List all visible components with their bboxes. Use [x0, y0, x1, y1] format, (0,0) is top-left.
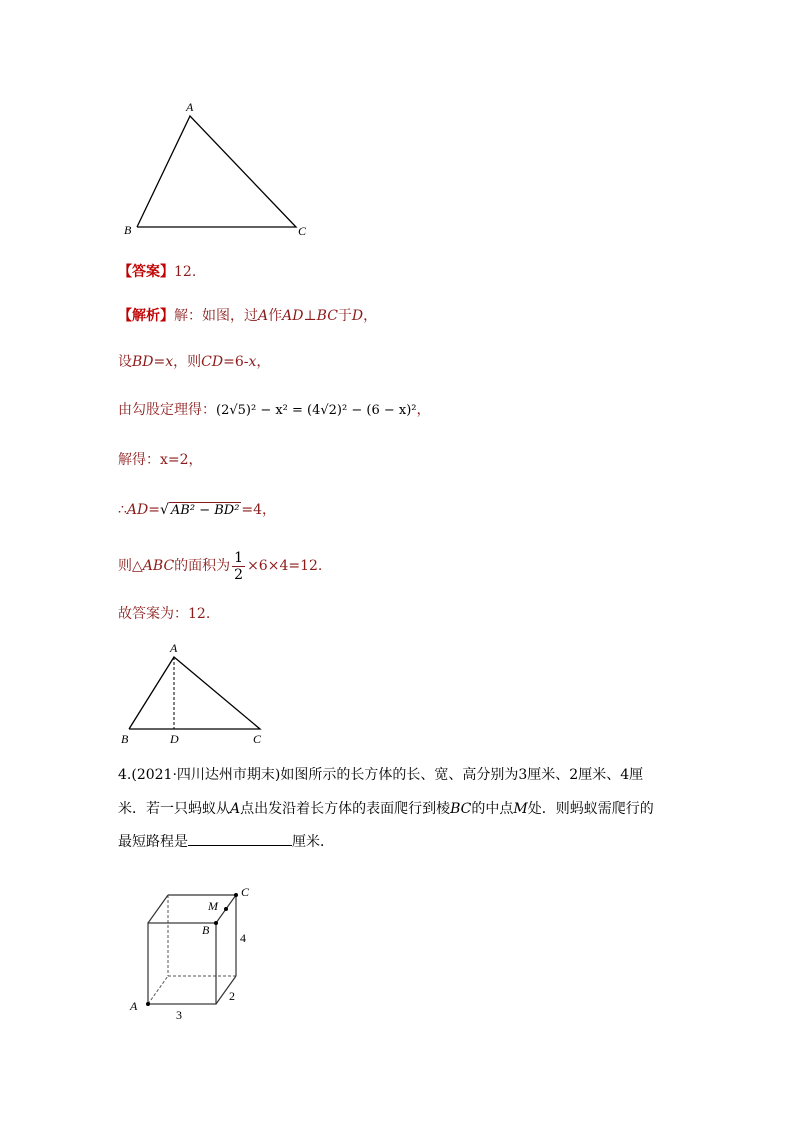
math-var: BC [450, 801, 472, 817]
question-text: 处．则蚂蚁需爬行的 [527, 801, 654, 817]
analysis-text: 于 [337, 308, 352, 324]
analysis-line-1 [118, 306, 377, 326]
question-source: (2021·四川达州市期末) [131, 767, 281, 783]
fraction-numerator: 1 [234, 549, 244, 566]
question-line-3 [118, 831, 334, 852]
analysis-line-6 [118, 548, 322, 584]
vertex-label-a: A [186, 100, 194, 114]
question-text: 的中点 [471, 801, 514, 817]
question-text: 最短路程是 [118, 834, 188, 850]
analysis-text: ，则 [173, 354, 202, 370]
question-text: 点出发沿着长方体的表面爬行到棱 [240, 801, 451, 817]
pythagorean-formula: (2√5)² − x² = (4√2)² − (6 − x)² [216, 403, 417, 418]
question-number: 4. [118, 767, 132, 783]
analysis-line-7 [118, 604, 210, 624]
midpoint-label-m: M [208, 899, 218, 913]
analysis-text: 则△ [118, 558, 143, 574]
answer-blank[interactable] [188, 831, 292, 846]
question-text: 厘米． [292, 834, 334, 850]
vertex-label-d: D [170, 732, 179, 746]
math-var: D [351, 308, 364, 324]
math-var: A [258, 308, 269, 324]
analysis-line-2 [118, 352, 270, 372]
analysis-text: 的面积为 [174, 558, 231, 574]
analysis-text: = [148, 502, 160, 518]
triangle-figure-1 [120, 95, 320, 245]
analysis-tag: 【解析】 [118, 308, 174, 324]
vertex-label-b: B [202, 923, 210, 937]
math-var: x [248, 354, 257, 370]
vertex-label-a: A [170, 641, 178, 655]
vertex-label-b: B [121, 732, 129, 746]
therefore-symbol: ∴ [118, 502, 127, 518]
analysis-text: 由勾股定理得： [118, 402, 216, 418]
height-label: 4 [240, 931, 246, 945]
analysis-text: = [153, 354, 166, 370]
math-var: BD [132, 354, 154, 370]
analysis-text: =4， [241, 502, 277, 518]
cuboid-figure [120, 880, 270, 1025]
vertex-label-b: B [124, 223, 132, 237]
sqrt-radicand: AB² − BD² [170, 503, 240, 518]
triangle-figure-2 [115, 638, 275, 748]
fraction-denominator: 2 [234, 566, 244, 583]
math-var: CD [201, 354, 224, 370]
analysis-text: ， [256, 354, 271, 370]
math-var: A [230, 801, 241, 817]
math-var: M [513, 801, 528, 817]
analysis-line-5: ∴AD=√ AB² − BD² =4， [118, 502, 277, 518]
analysis-text: 解：如图，过 [174, 308, 258, 324]
analysis-line-4 [118, 450, 203, 470]
answer-value: 12. [174, 264, 197, 280]
width-label: 2 [229, 989, 235, 1003]
math-var: ABC [142, 558, 175, 574]
math-var: AD [282, 308, 304, 324]
analysis-line-3 [118, 400, 431, 421]
answer-line [118, 262, 196, 282]
question-text: 如图所示的长方体的长、宽、高分别为3厘米、2厘米、4厘 [280, 767, 644, 783]
math-var: BC [316, 308, 338, 324]
vertex-label-c: C [253, 732, 262, 746]
analysis-text: ×6×4=12. [247, 558, 323, 574]
perp-symbol: ⊥ [303, 308, 317, 324]
final-answer-text: 故答案为：12. [118, 606, 211, 622]
analysis-text: ， [188, 452, 203, 468]
analysis-text: 设 [118, 354, 132, 370]
fraction-half [232, 550, 245, 583]
analysis-text: ， [416, 402, 431, 418]
vertex-label-a: A [130, 999, 138, 1013]
question-line-2 [118, 799, 654, 819]
solution-value: x=2 [160, 452, 189, 468]
math-var: AD [126, 502, 149, 518]
length-label: 3 [176, 1008, 182, 1022]
analysis-text: ， [363, 308, 378, 324]
question-line-1 [118, 765, 643, 785]
vertex-label-c: C [241, 885, 250, 899]
analysis-text: 解得： [118, 452, 160, 468]
math-var: x [165, 354, 174, 370]
analysis-text: =6- [223, 354, 249, 370]
analysis-text: 作 [268, 308, 283, 324]
vertex-label-c: C [298, 224, 307, 238]
answer-tag: 【答案】 [118, 264, 174, 280]
question-text: 米．若一只蚂蚁从 [118, 801, 230, 817]
